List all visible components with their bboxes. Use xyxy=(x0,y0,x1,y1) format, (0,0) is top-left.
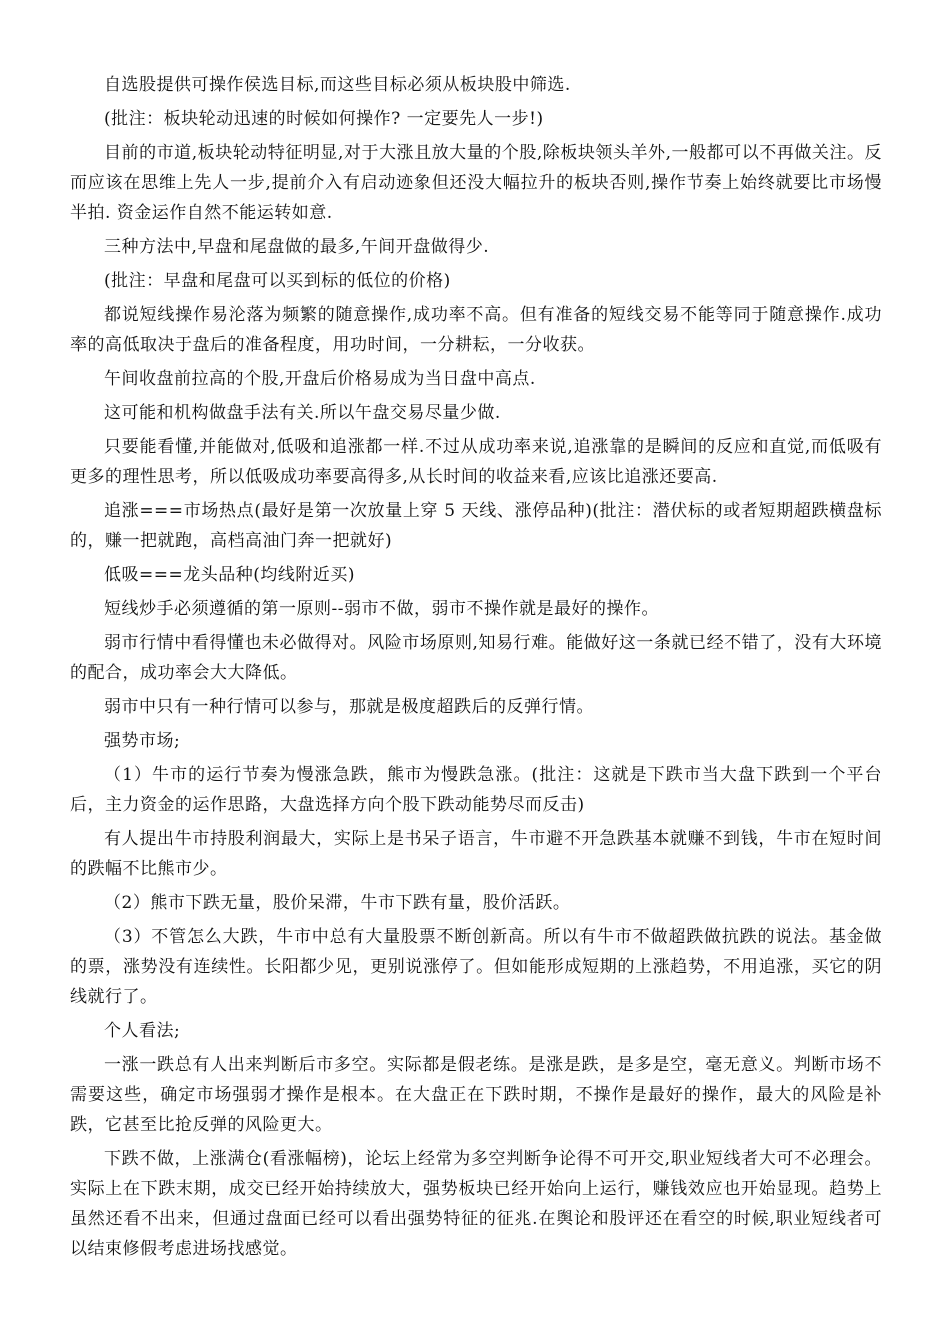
numbered-paragraph: （2）熊市下跌无量，股价呆滞，牛市下跌有量，股价活跃。 xyxy=(104,893,571,913)
paragraph: 短线炒手必须遵循的第一原则--弱市不做，弱市不操作就是最好的操作。 xyxy=(104,599,659,619)
paragraph: 三种方法中,早盘和尾盘做的最多,午间开盘做得少. xyxy=(104,237,490,257)
section-heading: 个人看法; xyxy=(104,1021,181,1041)
paragraph: 追涨===市场热点(最好是第一次放量上穿 5 天线、涨停品种)(批注：潜伏标的或者短期超跌横盘标的，赚一把就跑，高档高油门奔一把就好) xyxy=(70,501,882,551)
annotation-paragraph: (批注：早盘和尾盘可以买到标的低位的价格) xyxy=(104,271,451,291)
document-body xyxy=(70,70,882,1268)
paragraph: 这可能和机构做盘手法有关.所以午盘交易尽量少做. xyxy=(104,403,501,423)
paragraph: 一涨一跌总有人出来判断后市多空。实际都是假老练。是涨是跌，是多是空，毫无意义。判断市场不需要这些，确定市场强弱才操作是根本。在大盘正在下跌时期，不操作是最好的操作，最大的风险是补跌，它甚至比抢反弹的风险更大。 xyxy=(70,1055,882,1135)
paragraph: 弱市行情中看得懂也未必做得对。风险市场原则,知易行难。能做好这一条就已经不错了，没有大环境的配合，成功率会大大降低。 xyxy=(70,633,882,683)
paragraph: 午间收盘前拉高的个股,开盘后价格易成为当日盘中高点. xyxy=(104,369,536,389)
section-heading: 强势市场; xyxy=(104,731,181,751)
paragraph: 下跌不做，上涨满仓(看涨幅榜)，论坛上经常为多空判断争论得不可开交,职业短线者大可不必理会。实际上在下跌末期，成交已经开始持续放大，强势板块已经开始向上运行，赚钱效应也开始显现。趋势上虽然还看不出来，但通过盘面已经可以看出强势特征的征兆.在舆论和股评还在看空的时候,职业短线者可以结束修假考虑进场找感觉。 xyxy=(70,1149,882,1259)
annotation-paragraph: (批注：板块轮动迅速的时候如何操作? 一定要先人一步!) xyxy=(104,109,544,129)
numbered-paragraph: （1）牛市的运行节奏为慢涨急跌，熊市为慢跌急涨。(批注：这就是下跌市当大盘下跌到一个平台后，主力资金的运作思路，大盘选择方向个股下跌动能势尽而反击) xyxy=(70,765,882,815)
paragraph: 只要能看懂,并能做对,低吸和追涨都一样.不过从成功率来说,追涨靠的是瞬间的反应和直觉,而低吸有更多的理性思考，所以低吸成功率要高得多,从长时间的收益来看,应该比追涨还要高. xyxy=(70,437,882,487)
paragraph: 都说短线操作易沦落为频繁的随意操作,成功率不高。但有准备的短线交易不能等同于随意操作.成功率的高低取决于盘后的准备程度，用功时间，一分耕耘，一分收获。 xyxy=(70,305,882,355)
paragraph: 弱市中只有一种行情可以参与，那就是极度超跌后的反弹行情。 xyxy=(104,697,594,717)
paragraph: 有人提出牛市持股利润最大，实际上是书呆子语言，牛市避不开急跌基本就赚不到钱，牛市在短时间的跌幅不比熊市少。 xyxy=(70,829,882,879)
numbered-paragraph: （3）不管怎么大跌，牛市中总有大量股票不断创新高。所以有牛市不做超跌做抗跌的说法。基金做的票，涨势没有连续性。长阳都少见，更别说涨停了。但如能形成短期的上涨趋势，不用追涨，买它的阴线就行了。 xyxy=(70,927,882,1007)
paragraph: 自选股提供可操作侯选目标,而这些目标必须从板块股中筛选. xyxy=(104,75,571,95)
paragraph: 低吸===龙头品种(均线附近买) xyxy=(104,565,355,585)
paragraph: 目前的市道,板块轮动特征明显,对于大涨且放大量的个股,除板块领头羊外,一般都可以不再做关注。反而应该在思维上先人一步,提前介入有启动迹象但还没大幅拉升的板块否则,操作节奏上始终就要比市场慢半拍. 资金运作自然不能运转如意. xyxy=(70,143,882,223)
